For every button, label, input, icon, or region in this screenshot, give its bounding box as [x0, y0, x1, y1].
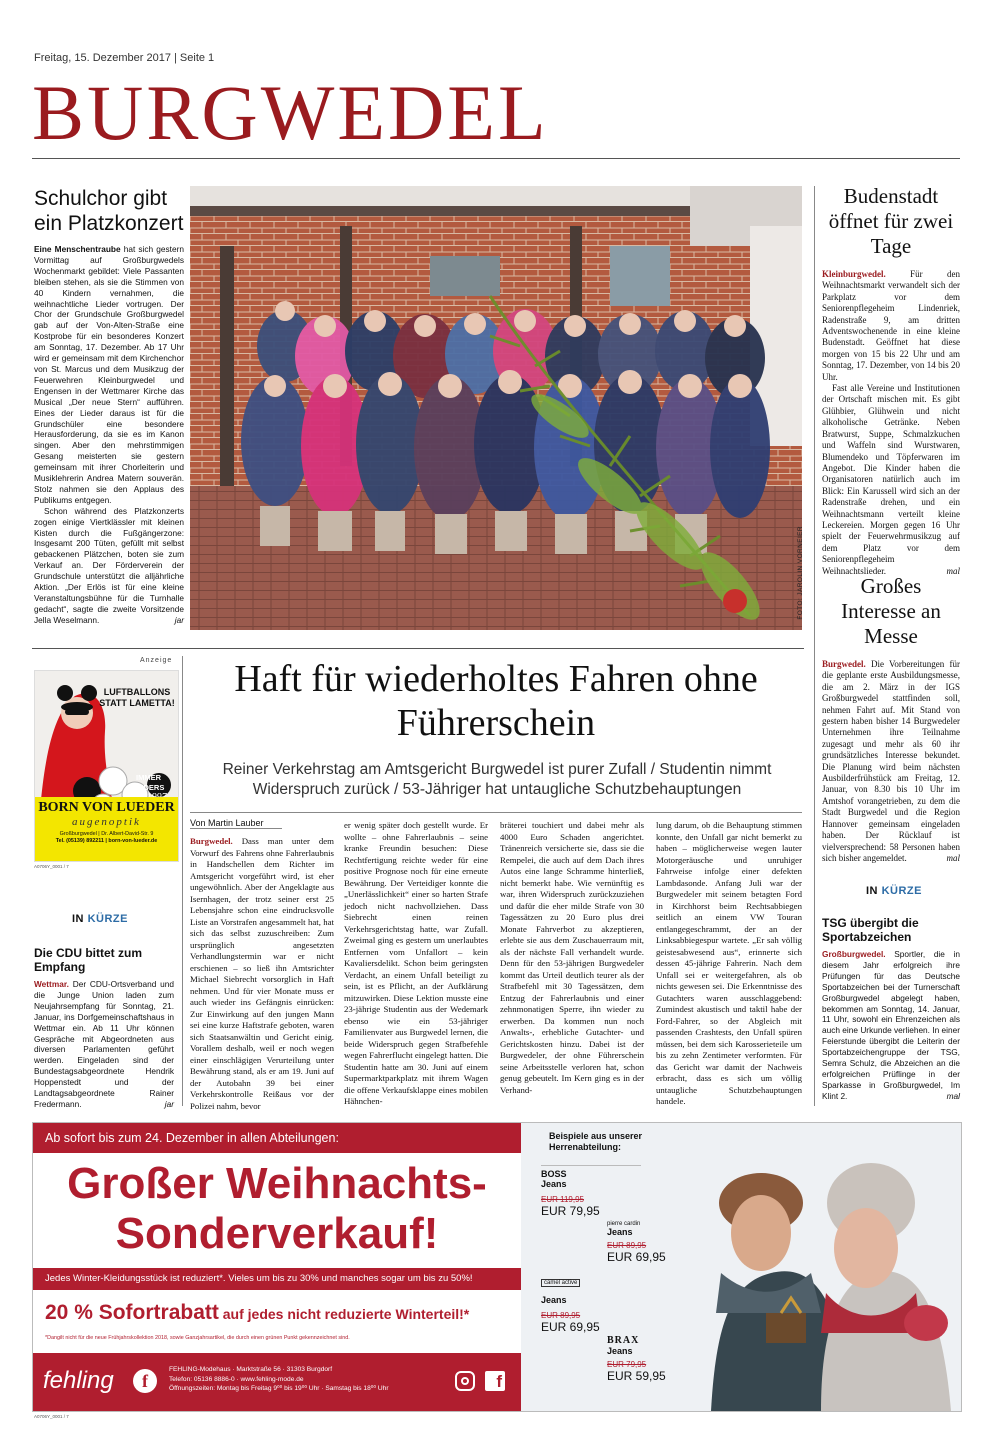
product-boss-old: EUR 119,95 — [541, 1195, 584, 1204]
ad-small-headline1: LUFTBALLONS — [103, 687, 171, 697]
ad-small — [34, 670, 179, 862]
main-subhead: Reiner Verkehrstag am Amtsgericht Burgwedel ist purer Zufall / Studentin nimmt Widerspruch zurück / 53-Jähriger hat untaugliche Schutzbehauptungen — [222, 761, 772, 798]
left-story-title: Schulchor gibt ein Platzkonzert — [34, 187, 184, 235]
ad-fehling-headline2: Sonderverkauf! — [115, 1209, 439, 1258]
main-subhead-rule — [190, 812, 802, 813]
ad-fehling-headline1: Großer Weihnachts- — [67, 1159, 487, 1208]
right-story-1-text — [822, 269, 960, 383]
right-story-1-body2: Fast alle Vereine und Institutionen der Ortschaft mischen mit. Es gibt Glühbier, Glühwein und nicht alkoholische Getränke. Neben Bratwurst, Suppe, Schmalzkuchen und Waffeln sind Wurstwaren, Blumendeko und Töpferwaren im Angebot. Die Kinder haben die Organisatoren natürlich auch im Blick: Ein Karussell wird sich an der Radenstraße drehen, und ein Weihnachtsmann verteilt kleine Leckereien. Morgen gegen 16 Uhr spielt der Feuerwehrmusikzug auf dem Platz vor dem Seniorenpflegeheim Weihnachtslieder. — [822, 383, 960, 576]
left-in-kurz-kurz: KÜRZE — [87, 913, 128, 925]
product-pierre-cardin-new: EUR 69,95 — [607, 1250, 666, 1264]
right-story-1-text2 — [822, 383, 960, 577]
product-pierre-cardin-brand: pierre cardin — [607, 1221, 641, 1227]
left-kurz-text — [34, 979, 174, 1110]
right-kurz — [822, 916, 960, 1102]
dateline: Freitag, 15. Dezember 2017 | Seite 1 — [34, 52, 215, 64]
header-rule — [32, 158, 960, 159]
product-brax — [607, 1335, 717, 1383]
masthead: BURGWEDEL — [32, 69, 549, 156]
right-kurz-lead: Großburgwedel. — [822, 949, 886, 959]
product-brax-brand: BRAX — [607, 1335, 640, 1346]
ad-small-headline2: STATT LAMETTA! — [99, 698, 175, 708]
ad-fehling-code: A0706Y_0001 / 7 — [34, 1414, 69, 1419]
ad-small-code: A0706Y_0001 / 7 — [34, 864, 69, 869]
right-story-1-body: Für den Weihnachtsmarkt verwandelt sich der Parkplatz vor dem Seniorenpflegeheim Lindenriek, Radenstraße 9, am dritten Adventswochenende in eine kleine Budenstadt. Geöffnet hat diese morgen von 15 bis 22 Uhr und am Sonntag, 17. Dezember, von 14 bis 20 Uhr. — [822, 269, 960, 382]
product-brax-item: Jeans — [607, 1346, 633, 1356]
ad-fehling-address2: Telefon: 05136 8886-0 · www.fehling-mode.de — [169, 1375, 304, 1383]
main-col-1 — [190, 836, 334, 1112]
ad-small-brand: BORN VON LUEDER — [38, 800, 175, 815]
ad-fehling-brand: fehling — [43, 1367, 114, 1394]
left-in-kurz-label — [72, 913, 128, 925]
left-kurz-sig: jar — [164, 1098, 174, 1109]
product-brax-new: EUR 59,95 — [607, 1369, 666, 1383]
ad-fehling-top: Ab sofort bis zum 24. Dezember in allen Abteilungen: — [33, 1123, 521, 1153]
product-camel-active-item: Jeans — [541, 1295, 567, 1305]
right-story-2-text — [822, 659, 960, 864]
ad-small-brandbox — [35, 797, 178, 861]
product-pierre-cardin-old: EUR 89,95 — [607, 1241, 647, 1250]
ad-fehling-rabatt — [45, 1301, 515, 1325]
main-col-4: lung darum, ob die Behauptung stimmen konnte, den Unfall gar nicht bemerkt zu haben – möglicherweise wegen lauter Motorgeräusche und unruhiger Fahrweise infolge einer defekten Lambdasonde. Anfang Juli war der Burgwedeler mit seinem betagten Ford in Kirchhorst beim Rechtsabbiegen seitlich an einem VW Touran entlangegeschrammt, der an der Linksabbiegespur wartete. „Er sah völlig geistesabwesend aus“, erinnerte sich dessen 45-jährige Fahrerin. Nach dem Unfall sei er weitergefahren, als ob nichts gewesen sei. Die Erkenntnisse des Gutachters waren ausschlaggebend: Zumindest akustisch und taktil habe der Ford-Fahrer, so der Abgleich mit passenden Crashtests, den Unfall spüren müssen, bei dem sich Karosserieteile um bis zu zehn Zentimeter verformten. Für das Gericht war damit der Nachweis erbracht, dass es sich um völlig untaugliche Schutzbehauptungen handele. — [656, 820, 802, 1106]
right-story-1 — [822, 184, 960, 577]
product-boss-item: Jeans — [541, 1179, 567, 1189]
ad-small-slogan1: IMMER ANDERS — [132, 773, 165, 792]
ad-fehling-examples: Beispiele aus unserer Herrenabteilung: — [549, 1131, 643, 1152]
main-left-rule — [182, 656, 183, 1106]
ad-fehling-products-rule — [541, 1165, 641, 1166]
facebook-icon[interactable]: f — [485, 1371, 505, 1391]
right-in-kurz-kurz: KÜRZE — [881, 885, 922, 897]
right-in-kurz-in: IN — [866, 885, 878, 897]
instagram-icon[interactable] — [455, 1371, 475, 1391]
right-kurz-title: TSG übergibt die Sportabzeichen — [822, 916, 919, 944]
product-brax-old: EUR 79,95 — [607, 1360, 647, 1369]
main-col-2: er wenig später doch gestellt wurde. Er wollte – ohne Fahrerlaubnis – seine kranke Freundin besuchen: Diese Rechtfertigung reichte weder für eine positive Prognose noch für eine erneute Bewährung. Der Verteidiger konnte die „Unerlässlichkeit“ einer so harten Strafe jedoch nicht nachvollziehen. Dass Siebrecht einen reinen Verkehrsgerichtstag hatte, war Zufall. Zweimal ging es gestern um unerlaubtes Entfernen vom Unfallort – kein Kavaliersdelikt. Schon beim geringsten Verdacht, an einem Unfall beteiligt zu sein, ist es Pflicht, an der Aufklärung mitzuwirken. Diese Lektion musste eine 23-jährige Studentin aus der Wedemark ebenso wie ein 53-jähriger Familienvater aus Burgwedel lernen, die beide Widerspruch gegen Strafbefehle wegen Fahrerflucht eingelegt hatten. Die Studentin hatte am 30. Juni auf einem Supermarktparkplatz mit ihrem Wagen die offene Verkaufsklappe eines mobilen Hähnchen- — [344, 820, 488, 1106]
ad-fehling-footer — [33, 1353, 521, 1411]
ad-fehling-left — [33, 1123, 521, 1411]
right-kurz-body: Sportler, die in diesem Jahr erfolgreich ihre Prüfungen für das Deutsche Sportabzeichen bei der Turnerschaft Großburgwedel abgelegt haben, bekommen am Sonntag, 14. Januar, 11 Uhr, sowohl ein Ehrenzeichen als auch eine Urkunde verliehen. In einer Feierstunde übergibt die Leiterin der Sportabzeichengruppe der TSG, Semra Schulz, die Abzeichen an die erfolgreichen Prüflinge in der Sparkasse in Großburgwedel, Im Klint 2. — [822, 949, 960, 1101]
right-story-1-title: Budenstadt öffnet für zwei Tage — [828, 184, 954, 258]
main-col-1-lead: Burgwedel. — [190, 836, 233, 846]
right-in-kurz-label — [866, 885, 922, 897]
product-pierre-cardin — [607, 1221, 717, 1264]
ad-fehling-rabatt-big: 20 % Sofortrabatt — [45, 1301, 219, 1324]
product-camel-active-new: EUR 69,95 — [541, 1320, 600, 1334]
mid-rule — [32, 648, 804, 649]
photo-credit: FOTO: JAROLIN VORNEIER — [797, 526, 804, 620]
fehling-logo-icon: f — [133, 1369, 157, 1393]
right-kurz-text — [822, 949, 960, 1102]
ad-fehling-headline — [33, 1159, 521, 1259]
left-story-sig: jar — [174, 614, 184, 625]
main-byline-rule — [190, 828, 282, 829]
main-col-1-body: Dass man unter dem Vorwurf des Fahrens ohne Fahrerlaubnis in Handschellen dem Richter im Amtsgericht vorgeführt wird, ist eher ungewöhnlich. Aber der Angeklagte aus Isernhagen, der trotz seiner erst 25 Lebensjahre schon eine eindrucksvolle Liste an Vorstrafen angesammelt hat, hat sich das selbst zuzuschreiben: Zum ursprünglich angesetzten Verhandlungstermin war er nicht erschienen – so ließ ihn Amtsrichter Michael Siebrecht vorsorglich in Haft nehmen. Und für vier Monate muss er auch wieder ins Gefängnis einrücken: Zur Einwirkung auf den jungen Mann sei eine kurze Haftstrafe geboten, waren sich Staatsanwältin und Gericht einig. Vorallem deshalb, weil er noch wegen einer einschlägigen Verurteilung unter Bewährung stand, als er am 19. Juni auf der Autobahn 39 bei einer Verkehrskontrolle Reißaus vor der Polizei nahm, bevor — [190, 836, 334, 1111]
left-story — [34, 186, 184, 626]
ad-fehling-address1: FEHLING-Modehaus · Marktstraße 56 · 31303 Burgdorf — [169, 1366, 333, 1373]
ad-fehling — [32, 1122, 962, 1412]
product-boss-brand: BOSS — [541, 1169, 567, 1179]
main-byline: Von Martin Lauber — [190, 818, 264, 828]
ad-fehling-address3: Öffnungszeiten: Montag bis Freitag 9⁰⁰ bis 19⁰⁰ Uhr · Samstag bis 18⁰⁰ Uhr — [169, 1385, 389, 1392]
product-camel-active-old: EUR 89,95 — [541, 1311, 581, 1320]
right-story-2-body: Die Vorbereitungen für die geplante erste Ausbildungsmesse, die am 2. März in der IGS Großburgwedel stattfinden soll, nehmen Fahrt auf. Mit Stand von gestern haben bisher 14 Burgwedeler Unternehmen ihre Teilnahme zugesagt und mehr als 60 ihr grundsätzliches Interesse bekundet. Die Planung wird beim nächsten Ausbilderfrühstück am Freitag, 12. Januar, von 8.30 bis 10 Uhr im Amtshof vorangetrieben, zu dem die Stadt Burgwedel und die Region Hannover gemeinsam eingeladen haben. Der Rücklauf ist vielversprechend: 58 Personen haben sich bisher angemeldet. — [822, 659, 960, 863]
right-story-2-lead: Burgwedel. — [822, 659, 866, 669]
choir-photo-image — [190, 186, 802, 630]
left-kurz-lead: Wettmar. — [34, 979, 69, 989]
left-kurz-title: Die CDU bittet zum Empfang — [34, 946, 142, 974]
ad-fehling-footnote: *Dangilt nicht für die neue Frühjahrskollektion 2018, sowie Ganzjahrsartikel, die durch einen grünen Punkt gekennzeichnet sind. — [45, 1335, 350, 1341]
left-story-text2 — [34, 506, 184, 626]
right-kurz-sig: mal — [946, 1090, 960, 1101]
ad-small-anzeige: Anzeige — [140, 657, 173, 664]
main-col-3: bräterei touchiert und dabei mehr als 4000 Euro Schaden angerichtet. Tränenreich versicherte sie, dass sie die Rempelei, die auch auf dem Dach ihres Autos eine lange Schramme hinterließ, nicht bemerkt habe. Wie vernünftig es war, ihren Widerspruch zurückzuziehen und dafür die eher milde Strafe von 30 Tagessätzen zu 20 Euro plus drei Monate Fahrverbot zu akzeptieren, erlebte sie aus dem Zuschauerraum mit, als der nächste Fall verhandelt wurde. Denn für den 53-jährigen Burgwedeler kommt das Urteil deutlich teurer als der Strafbefehl mit 30 Tagessätzen, dem Entzug der Fahrerlaubnis und einer zehnmonatigen Sperre, ihn wieder zu erwerben. Da kommen nun noch Anwalts-, erhebliche Gutachter- und Gerichtskosten hinzu. Dabei ist der Burgwedeler, der ohne Führerschein seine Arbeitsstelle verloren hat, schon genug gebeutelt. Im Kern ging es in der Verhand- — [500, 820, 644, 1095]
product-camel-active-brand: camel active — [541, 1279, 580, 1287]
right-column-rule — [814, 186, 815, 1106]
right-story-2-sig: mal — [946, 852, 960, 863]
ad-fehling-right — [521, 1123, 961, 1411]
right-story-2 — [822, 574, 960, 864]
left-kurz-body: Der CDU-Ortsverband und die Junge Union laden zum Neujahrsempfang für Sonntag, 21. Januar, ins Dorfgemeinschaftshaus in Wettmar ein. Ab 11 Uhr können Gespräche mit Abgeordneten aus diversen Parlamenten geführt werden. Eingeladen sind der Bundestagsabgeordnete Hendrik Hoppenstedt und der Landtagsabgeordnete Rainer Fredermann. — [34, 979, 174, 1109]
left-story-lead: Eine Menschentraube — [34, 244, 121, 254]
left-story-text — [34, 244, 184, 506]
right-story-1-lead: Kleinburgwedel. — [822, 269, 886, 279]
ad-fehling-rabatt-small: auf jedes nicht reduzierte Winterteil!* — [218, 1306, 470, 1322]
ad-small-sub: augenoptik — [72, 816, 141, 828]
product-pierre-cardin-item: Jeans — [607, 1227, 633, 1237]
ad-fehling-address — [169, 1365, 389, 1394]
main-headline: Haft für wiederholtes Fahren ohne Führerschein — [234, 658, 758, 744]
choir-photo — [190, 186, 802, 630]
left-in-kurz-in: IN — [72, 913, 84, 925]
product-camel-active — [541, 1271, 651, 1334]
right-story-1-sig: mal — [946, 565, 960, 576]
ad-fehling-band: Jedes Winter-Kleidungsstück ist reduziert*. Vieles um bis zu 30% und manches sogar um bis zu 50%! — [33, 1268, 521, 1290]
product-boss — [541, 1169, 651, 1218]
left-kurz — [34, 946, 174, 1110]
ad-small-address: Großburgwedel | Dr. Albert-David-Str. 9 — [59, 831, 154, 837]
ad-small-phone: Tel. (05139) 892211 | born-von-lueder.de — [55, 838, 158, 844]
product-boss-new: EUR 79,95 — [541, 1204, 600, 1218]
left-story-body: hat sich gestern Vormittag auf Großburgwedels Wochenmarkt gebildet: Viele Passanten bleiben stehen, als sie die Stimmen von 40 Kindern vernahmen, die weihnachtliche Lieder vortrugen. Der Chor der Grundschule Großburgwedel gab auf der Von-Alten-Straße eine Kostprobe für ein besonderes Konzert am Sonntag, 17. Dezember. Ab 17 Uhr wird er gemeinsam mit dem Kirchenchor von St. Marcus und dem Musikzug der Feuerwehren Kleinburgwedel und Engensen in der Wettmarer Kirche das Musical „Der neue Stern“ aufführen. Eines der Lieder daraus ist für die Grundschüler eine besondere Herausforderung, da sie es im Kanon singen. Aber den mehrstimmigen Gesang meisterten sie gestern gemeinsam mit ihrer Chorleiterin und Musiklehrerin Andrea Matern souverän. Stolz nahmen sie den Applaus des Publikums entgegen. — [34, 244, 184, 505]
ad-fehling-couple-photo — [521, 1123, 961, 1411]
left-story-body2: Schon während des Platzkonzerts zogen einige Viertklässler mit kleinen Kisten durch die Fußgängerzone: Insgesamt 200 Tüten, gefüllt mit selbst gebackenen Plätzchen, boten sie zum Verkauf an. Der Förderverein der Grundschule unterstützt die alljährliche Aktion. „Der Erlös ist für eine kleine Veranstaltungsbühne für die Turnhalle gedacht“, sagte die zweite Vorsitzende Jella Weselmann. — [34, 505, 184, 625]
right-story-2-title: Großes Interesse an Messe — [841, 574, 941, 648]
ad-small-headline — [99, 687, 175, 709]
